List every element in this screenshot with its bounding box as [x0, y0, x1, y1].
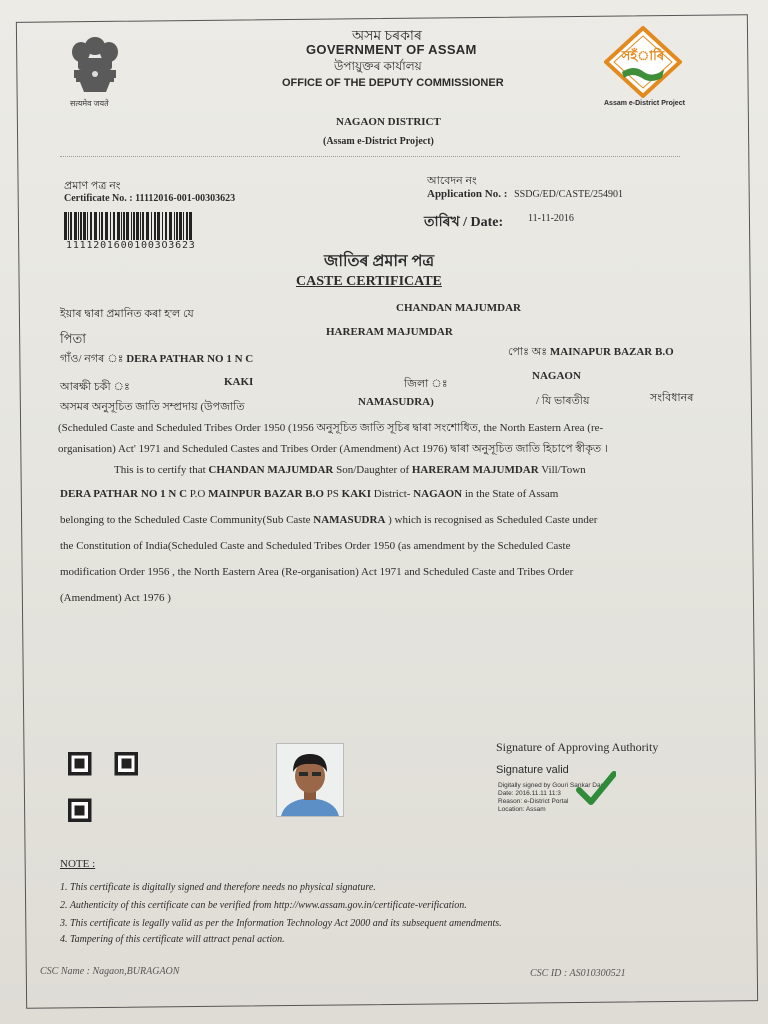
note-label: NOTE :	[60, 858, 96, 870]
logo-text: সহঁাৰি	[621, 49, 665, 64]
govt-assamese: অসম চৰকাৰ	[352, 29, 422, 44]
holder-name: CHANDAN MAJUMDAR	[396, 302, 521, 314]
certify-paragraph-line-2	[60, 488, 558, 500]
certify-paragraph-line-3	[60, 514, 597, 526]
holder-photo	[276, 743, 344, 817]
p3-subcaste: NAMASUDRA	[313, 514, 386, 526]
po-value: MAINAPUR BAZAR B.O	[549, 346, 674, 358]
district-title: NAGAON DISTRICT	[336, 116, 441, 128]
csc-name: CSC Name : Nagaon,BURAGAON	[40, 966, 180, 977]
certify-paragraph-line-1	[114, 464, 586, 476]
legal-line-2	[58, 440, 608, 459]
legal-line-2b: দ্বাৰা অনুসূচিত জাতি হিচাপে স্বীকৃত ।	[450, 443, 608, 455]
signature-title: Signature of Approving Authority	[496, 740, 659, 754]
application-number	[427, 188, 623, 200]
father-label: পিতা	[60, 331, 87, 346]
signature-valid: Signature valid	[496, 764, 569, 776]
emblem-caption: सत्यमेव जयते	[70, 99, 109, 108]
signature-detail-1: Digitally signed by Gouri Sankar Das	[498, 782, 604, 789]
dc-assamese: উপায়ুক্তৰ কাৰ্যালয়	[334, 59, 422, 73]
village-row	[60, 350, 253, 369]
community-assamese: অসমৰ অনুসূচিত জাতি সম্প্ৰদায় (উপজাতি	[60, 401, 245, 413]
date-value: 11-11-2016	[528, 213, 574, 224]
district-value: NAGAON	[532, 370, 581, 382]
subcaste-value: NAMASUDRA)	[358, 396, 434, 408]
p1-mid: Son/Daughter of	[336, 464, 410, 476]
national-emblem-icon	[66, 30, 124, 102]
note-4: 4. Tampering of this certificate will attract penal action.	[60, 934, 285, 945]
office-title: OFFICE OF THE DEPUTY COMMISSIONER	[282, 77, 504, 89]
po-row	[508, 343, 674, 362]
p2-ps: KAKI	[341, 488, 372, 500]
certify-assamese: ইয়াৰ দ্বাৰা প্ৰমানিত কৰা হ'ল যে	[60, 308, 194, 320]
p3b: ) which is recognised as Scheduled Caste under	[388, 514, 598, 526]
village-label: গাঁও/ নগৰ ঃ	[60, 353, 124, 365]
p2-po: MAINPUR BAZAR B.O	[208, 488, 324, 500]
date-label: তাৰিখ / Date:	[424, 215, 504, 230]
p2-po-label: P.O	[189, 488, 206, 500]
barcode-icon	[64, 212, 192, 240]
po-label: পোঃ অঃ	[508, 346, 548, 358]
ps-value: KAKI	[224, 376, 254, 388]
legal-line-2a: organisation) Act' 1971 and Scheduled Castes and Tribes Order (Amendment) Act 1976)	[58, 443, 448, 455]
project-title: (Assam e-District Project)	[323, 136, 434, 147]
legal-line-1b: অনুসূচিত জাতি সূচিৰ দ্বাৰা সংশোধিত,	[316, 422, 481, 434]
p2-end: in the State of Assam	[464, 488, 559, 500]
certify-paragraph-line-6: (Amendment) Act 1976 )	[60, 592, 171, 604]
p2-ps-label: PS	[326, 488, 339, 500]
header-divider	[60, 156, 680, 157]
indian-assamese: / যি ভাৰতীয়	[536, 395, 590, 407]
p1-father: HARERAM MAJUMDAR	[411, 464, 539, 476]
father-name: HARERAM MAJUMDAR	[326, 326, 453, 338]
signature-detail-2: Date: 2016.11.11 11:3	[498, 790, 561, 797]
note-1: 1. This certificate is digitally signed and therefore needs no physical signature.	[60, 882, 376, 893]
p1-name: CHANDAN MAJUMDAR	[208, 464, 334, 476]
signature-detail-4: Location: Assam	[498, 806, 546, 813]
application-value: SSDG/ED/CASTE/254901	[514, 189, 624, 200]
checkmark-icon	[576, 770, 616, 806]
p2-district-label: District-	[373, 488, 411, 500]
govt-title: GOVERNMENT OF ASSAM	[306, 42, 477, 57]
application-label: Application No. :	[427, 188, 508, 200]
legal-line-1a: (Scheduled Caste and Scheduled Tribes Order 1950 (1956	[58, 422, 314, 434]
p1-end: Vill/Town	[541, 464, 586, 476]
district-label: জিলা ঃ	[404, 378, 448, 390]
title-english: CASTE CERTIFICATE	[296, 274, 442, 289]
p2-district: NAGAON	[413, 488, 463, 500]
certificate-number: Certificate No. : 11112016-001-00303623	[64, 193, 236, 204]
p2-village: DERA PATHAR NO 1 N C	[60, 488, 188, 500]
csc-id: CSC ID : AS010300521	[530, 968, 626, 979]
note-2: 2. Authenticity of this certificate can be verified from http://www.assam.gov.in/certificate-verification.	[60, 900, 467, 911]
legal-line-1c: the North Eastern Area (re-	[483, 422, 604, 434]
page-border	[16, 14, 758, 1009]
legal-line-1	[58, 419, 603, 438]
person-photo-icon	[277, 744, 343, 816]
title-assamese: জাতিৰ প্ৰমান পত্ৰ	[324, 253, 435, 270]
constitution-assamese: সংবিধানৰ	[650, 392, 694, 404]
note-3: 3. This certificate is legally valid as per the Information Technology Act 2000 and its subsequent amendments.	[60, 918, 502, 929]
p1-text: This is to certify that	[114, 464, 206, 476]
application-label-as: আবেদন নং	[427, 175, 477, 187]
certify-paragraph-line-4: the Constitution of India(Scheduled Caste and Scheduled Tribes Order 1950 (as amendment by the Scheduled Caste	[60, 540, 571, 552]
village-value: DERA PATHAR NO 1 N C	[126, 353, 254, 365]
barcode-number: 11112016001003O3623	[66, 240, 196, 251]
cert-no-label-as: প্ৰমাণ পত্ৰ নং	[64, 180, 121, 192]
certify-paragraph-line-5: modification Order 1956 , the North Eastern Area (Re-organisation) Act 1971 and Scheduled Caste and Tribes Order	[60, 566, 574, 578]
signature-detail-3: Reason: e-District Portal	[498, 798, 569, 805]
p3a: belonging to the Scheduled Caste Community(Sub Caste	[60, 514, 311, 526]
edistrict-logo	[604, 26, 682, 98]
qr-code-icon	[66, 752, 140, 822]
ps-label: আৰক্ষী চকী ঃ	[60, 381, 130, 393]
logo-caption: Assam e-District Project	[604, 100, 685, 107]
